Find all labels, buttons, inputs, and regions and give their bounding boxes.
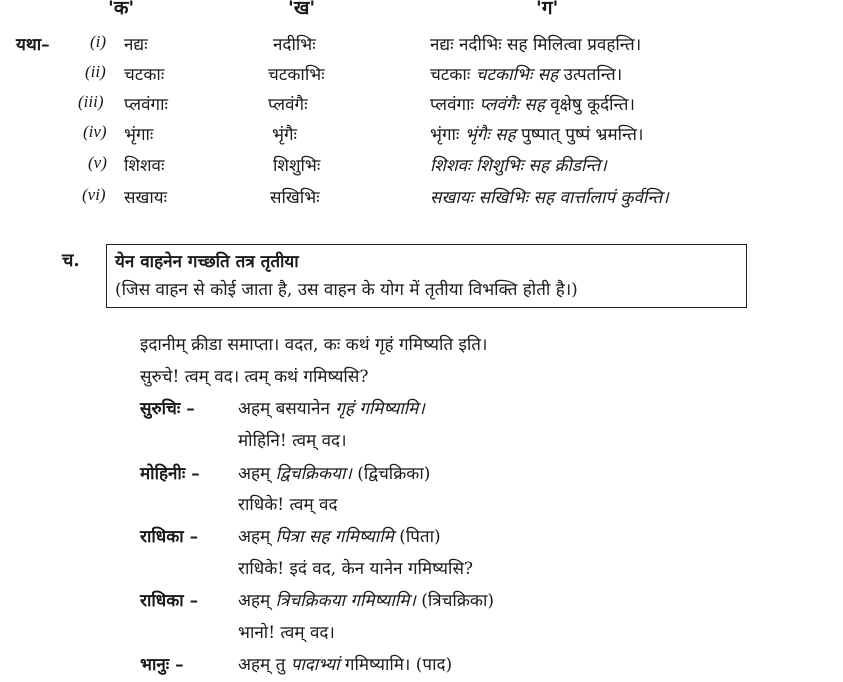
cell-b: नदीभिः <box>273 35 316 55</box>
dialogue-line <box>238 524 441 547</box>
line-after: गमिष्यामि। (पाद) <box>344 655 453 675</box>
rule-box <box>106 244 747 308</box>
rule-title: येन वाहनेन गच्छति तत्र तृतीया <box>115 252 299 272</box>
cell-c-plain: भृंगाः <box>430 125 460 145</box>
speaker-name: सुरुचिः – <box>140 399 195 419</box>
speaker-name: राधिका – <box>140 591 199 611</box>
cell-b: चटकाभिः <box>268 65 325 85</box>
table-row <box>0 122 843 152</box>
column-header-kha: 'ख' <box>288 0 316 19</box>
line-after: (पिता) <box>399 527 441 547</box>
cell-a: शिशवः <box>124 156 165 176</box>
row-number: (ii) <box>85 62 106 81</box>
line-plain: अहम् <box>238 464 271 484</box>
cell-c-rest: उत्पतन्ति। <box>563 65 623 85</box>
rule-subtitle: (जिस वाहन से कोई जाता है, उस वाहन के योग में तृतीया विभक्ति होती है।) <box>115 280 578 300</box>
line-italic: पादाभ्यां <box>290 655 340 675</box>
line-italic: द्विचक्रिकया। <box>275 464 352 484</box>
dialogue-intro: सुरुचे! त्वम् वद। त्वम् कथं गमिष्यसि? <box>140 367 369 387</box>
cell-a: सखायः <box>124 188 168 208</box>
line-after: (त्रिचक्रिका) <box>421 591 494 611</box>
cell-c-italic: भृंगैः सह <box>464 125 516 145</box>
table-row <box>0 62 843 92</box>
dialogue-next: भानो! त्वम् वद। <box>238 623 335 643</box>
cell-a: प्लवंगाः <box>124 95 168 115</box>
cell-c <box>430 122 643 145</box>
dialogue-line <box>238 588 494 611</box>
cell-c: शिशवः शिशुभिः सह क्रीडन्ति। <box>430 156 607 176</box>
cell-c-italic: चटकाभिः सह <box>475 65 559 85</box>
cell-a: नद्यः <box>124 35 148 55</box>
line-plain: अहम् <box>238 527 271 547</box>
section-label: च. <box>62 250 80 271</box>
line-plain: अहम् <box>238 591 271 611</box>
cell-c-rest: वृक्षेषु कूर्दन्ति। <box>550 95 635 115</box>
row-number: (vi) <box>82 185 106 204</box>
cell-b: सखिभिः <box>270 188 320 208</box>
table-row <box>0 32 843 62</box>
cell-c-plain: चटकाः <box>430 65 471 85</box>
row-number: (iii) <box>78 92 104 111</box>
line-italic: त्रिचक्रिकया गमिष्यामि। <box>275 591 416 611</box>
example-label: यथा– <box>16 35 50 55</box>
dialogue-intro: इदानीम् क्रीडा समाप्ता। वदत, कः कथं गृहं गमिष्यति इति। <box>140 335 488 355</box>
dialogue-next: मोहिनि! त्वम् वद। <box>238 431 347 451</box>
column-header-ga: 'ग' <box>536 0 559 19</box>
cell-c <box>430 92 635 115</box>
table-row <box>0 92 843 122</box>
speaker-name: मोहिनीः – <box>140 464 200 484</box>
table-row <box>0 153 843 183</box>
line-italic: पित्रा सह गमिष्यामि <box>275 527 394 547</box>
row-number: (v) <box>88 153 107 172</box>
cell-c <box>430 62 622 85</box>
cell-b: भृंगैः <box>272 125 297 145</box>
cell-c: नद्यः नदीभिः सह मिलित्वा प्रवहन्ति। <box>430 35 642 55</box>
cell-c: सखायः सखिभिः सह वार्त्तालापं कुर्वन्ति। <box>430 188 669 208</box>
table-row <box>0 185 843 215</box>
cell-b: शिशुभिः <box>273 156 321 176</box>
dialogue-line <box>238 396 425 419</box>
cell-c-italic: प्लवंगैः सह <box>479 95 545 115</box>
cell-c-plain: प्लवंगाः <box>430 95 474 115</box>
line-plain: अहम् तु <box>238 655 286 675</box>
speaker-name: भानुः – <box>140 655 184 675</box>
dialogue-line <box>238 461 430 484</box>
cell-b: प्लवंगैः <box>268 95 308 115</box>
cell-c-rest: पुष्पात् पुष्पं भ्रमन्ति। <box>521 125 644 145</box>
cell-a: चटकाः <box>124 65 165 85</box>
row-number: (i) <box>90 32 107 51</box>
dialogue-next: राधिके! इदं वद, केन यानेन गमिष्यसि? <box>238 559 474 579</box>
line-after: (द्विचक्रिका) <box>357 464 431 484</box>
row-number: (iv) <box>83 122 107 141</box>
line-plain: अहम् बसयानेन <box>238 399 330 419</box>
column-header-ka: 'क' <box>108 0 135 19</box>
dialogue-next: राधिके! त्वम् वद <box>238 495 338 515</box>
dialogue-line <box>238 652 452 675</box>
speaker-name: राधिका – <box>140 527 199 547</box>
cell-a: भृंगाः <box>124 125 154 145</box>
line-italic: गृहं गमिष्यामि। <box>335 399 425 419</box>
